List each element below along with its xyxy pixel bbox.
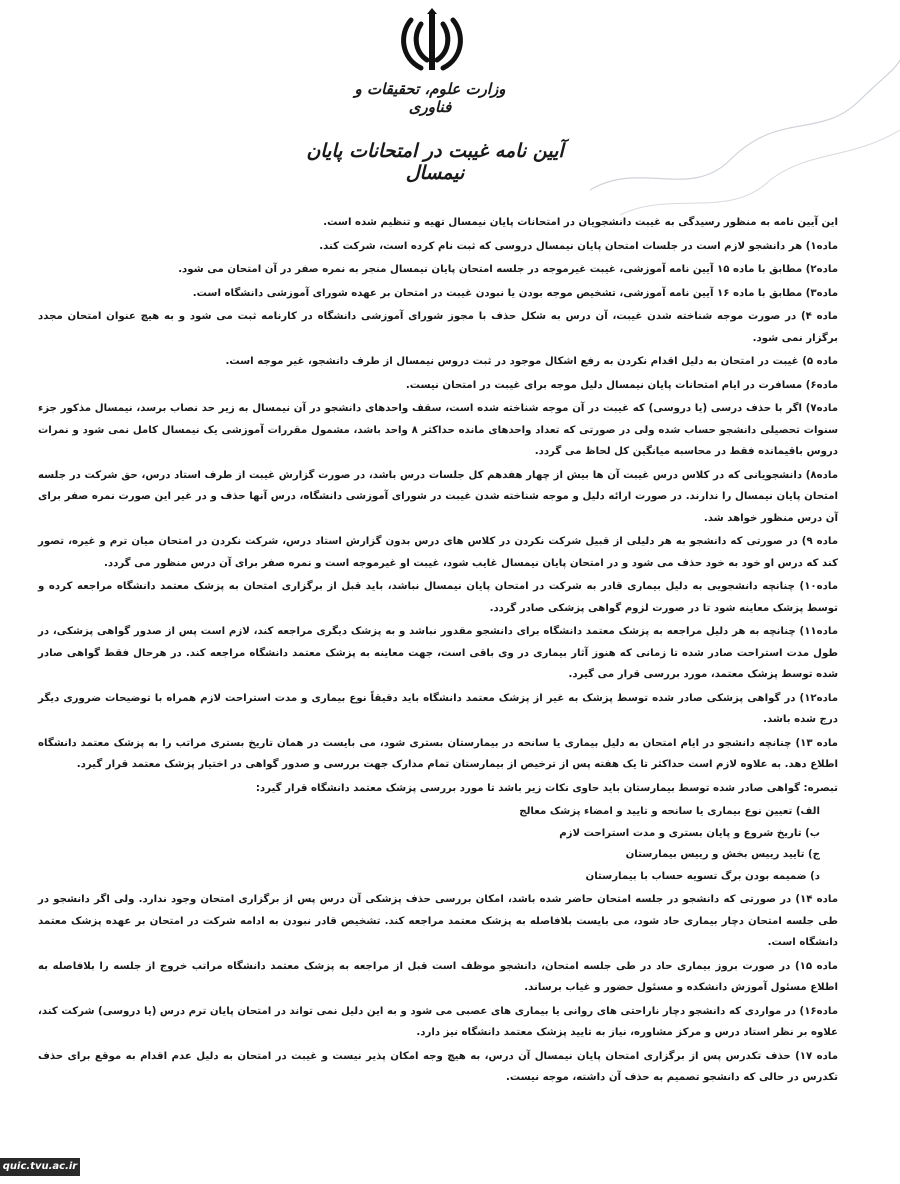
article-14: ماده ۱۴) در صورتی که دانشجو در جلسه امتحان حاضر شده باشد، امکان بررسی حذف پزشکی آن درس پس از برگزاری امتحان وجود ندارد. ولی اگر دانشجو در طی جلسه امتحان دچار بیماری حاد شود، می بایست بلافاصله به پزشک معتمد مراجعه کند. تشخیص قادر نبودن به ادامه شرکت در امتحان بر عهده پزشک معتمد دانشگاه است. xyxy=(38,894,839,948)
article-1: ماده۱) هر دانشجو لازم است در جلسات امتحان پایان نیمسال دروسی که ثبت نام کرده است، شرکت کند. xyxy=(319,240,838,252)
article-17: ماده ۱۷) حذف تکدرس پس از برگزاری امتحان پایان نیمسال آن درس، به هیچ وجه امکان پذیر نیست و غیبت در امتحان به دلیل عدم اقدام به موقع برای حذف تکدرس در حالی که دانشجو تصمیم به حذف آن داشته، موجه نیست. xyxy=(38,1050,839,1083)
document-body xyxy=(38,212,838,1091)
article-6: ماده۶) مسافرت در ایام امتحانات پایان نیمسال دلیل موجه برای غیبت در امتحان نیست. xyxy=(405,379,838,391)
article-3: ماده۳) مطابق با ماده ۱۶ آیین نامه آموزشی، تشخیص موجه بودن یا نبودن غیبت در امتحان بر عهده شورای آموزشی دانشگاه است. xyxy=(192,287,838,299)
site-badge: quic.tvu.ac.ir xyxy=(0,1158,80,1176)
article-7: ماده۷) اگر با حذف درسی (یا دروسی) که غیبت در آن موجه شناخته شده است، سقف واحدهای دانشجو در آن نیمسال به زیر حد نصاب برسد، نیمسال مذکور جزء سنوات تحصیلی دانشجو حساب شده ولی در صورتی که تعداد واحدهای مانده حداکثر ۸ واحد باشد، مشمول مقررات آموزشی یک نیمسال کامل نمی شود و نمرات دروس باقیمانده فقط در محاسبه میانگین کل لحاظ می گردد. xyxy=(38,403,838,457)
document-title: آیین نامه غیبت در امتحانات پایان نیمسال xyxy=(306,140,564,184)
list-item: ب) تاریخ شروع و پایان بستری و مدت استراحت لازم xyxy=(559,827,820,839)
iran-emblem-icon xyxy=(397,8,467,76)
paper-fold-decoration xyxy=(580,40,900,230)
intro-paragraph: این آیین نامه به منظور رسیدگی به غیبت دانشجویان در امتحانات پایان نیمسال تهیه و تنظیم شده است. xyxy=(323,217,838,228)
list-item: ج) تایید رییس بخش و رییس بیمارستان xyxy=(625,849,820,860)
article-13: ماده ۱۳) چنانچه دانشجو در ایام امتحان به دلیل بیماری یا سانحه در بیمارستان بستری شود، می بایست در همان تاریخ بستری مراتب را به پزشک معتمد دانشگاه اطلاع دهد. به علاوه لازم است حداکثر تا یک هفته پس از ترخیص از بیمارستان تمام مدارک جهت بررسی و صدور گواهی در اختیار پزشک معتمد قرار گیرد. xyxy=(38,737,838,770)
note-requirements-list xyxy=(38,801,838,887)
article-11: ماده۱۱) چنانچه به هر دلیل مراجعه به پزشک معتمد دانشگاه برای دانشجو مقدور نباشد و به پزشک دیگری مراجعه کند، لازم است پس از صدور گواهی پزشکی، در طول مدت استراحت صادر شده تا زمانی که هنوز آثار بیماری در وی باقی است، جهت معاینه به پزشک معتمد دانشگاه مراجعه کند. در هرحال فقط گواهی صادر شده توسط پزشک معتمد، مورد بررسی قرار می گیرد. xyxy=(38,626,838,680)
article-9: ماده ۹) در صورتی که دانشجو به هر دلیلی از قبیل شرکت نکردن در کلاس های درس بدون گزارش استاد درس، شرکت نکردن در امتحان میان ترم و غیره، تصور کند که درس او خود به خود حذف می شود و در امتحان پایان نیمسال غایب شود، غیبت او غیرموجه است و نمره صفر برای آن درس منظور می گردد. xyxy=(38,536,839,569)
list-item: الف) تعیین نوع بیماری یا سانحه و تایید و امضاء پزشک معالج xyxy=(519,806,820,817)
note-13: تبصره: گواهی صادر شده توسط بیمارستان باید حاوی نکات زیر باشد تا مورد بررسی پزشک معتمد دانشگاه قرار گیرد: xyxy=(255,782,838,794)
ministry-name: وزارت علوم، تحقیقات و فناوری xyxy=(354,80,506,116)
article-2: ماده۲) مطابق با ماده ۱۵ آیین نامه آموزشی، غیبت غیرموجه در جلسه امتحان پایان نیمسال منجر به نمره صفر در آن امتحان می شود. xyxy=(178,264,838,275)
article-12: ماده۱۲) در گواهی پزشکی صادر شده توسط پزشک به غیر از پزشک معتمد دانشگاه باید دقیقاً نوع بیماری و مدت استراحت لازم همراه با توضیحات ضروری دیگر درج شده باشد. xyxy=(38,692,838,725)
article-16: ماده۱۶) در مواردی که دانشجو دچار ناراحتی های روانی یا بیماری های عصبی می شود و به این دلیل نمی تواند در امتحان پایان ترم درس (یا دروسی) شرکت کند، علاوه بر نظر استاد درس و مرکز مشاوره، نیاز به تایید پزشک معتمد دانشگاه نیز دارد. xyxy=(38,1005,838,1038)
article-15: ماده ۱۵) در صورت بروز بیماری حاد در طی جلسه امتحان، دانشجو موظف است قبل از مراجعه به پزشک معتمد دانشگاه مراتب خروج از جلسه را بلافاصله به اطلاع مسئول آموزش دانشکده و مسئول حضور و غیاب برساند. xyxy=(38,960,838,993)
article-8: ماده۸) دانشجویانی که در کلاس درس غیبت آن ها بیش از چهار هفدهم کل جلسات درس باشد، در صورت گزارش غیبت از طرف استاد درس، حق شرکت در جلسه امتحان پایان نیمسال را ندارند. در صورت ارائه دلیل و موجه شناخته شدن غیبت در شورای آموزشی دانشگاه، درس آنها حذف و در غیر این صورت نمره صفر برای آن درس منظور خواهد شد. xyxy=(38,469,838,524)
article-5: ماده ۵) غیبت در امتحان به دلیل اقدام نکردن به رفع اشکال موجود در ثبت دروس نیمسال از طرف دانشجو، غیر موجه است. xyxy=(225,356,838,367)
article-10: ماده۱۰) چنانچه دانشجویی به دلیل بیماری قادر به شرکت در امتحان پایان نیمسال نباشد، باید قبل از برگزاری امتحان به پزشک معتمد دانشگاه مراجعه کرده و توسط پزشک معاینه شود تا در صورت لزوم گواهی پزشکی صادر گردد. xyxy=(38,581,838,614)
list-item: د) ضمیمه بودن برگ تسویه حساب با بیمارستان xyxy=(585,870,820,882)
article-4: ماده ۴) در صورت موجه شناخته شدن غیبت، آن درس به شکل حذف با مجوز شورای آموزشی دانشگاه در کارنامه ثبت می شود و به هیچ عنوان امتحان مجدد برگزار نمی شود. xyxy=(38,311,838,344)
